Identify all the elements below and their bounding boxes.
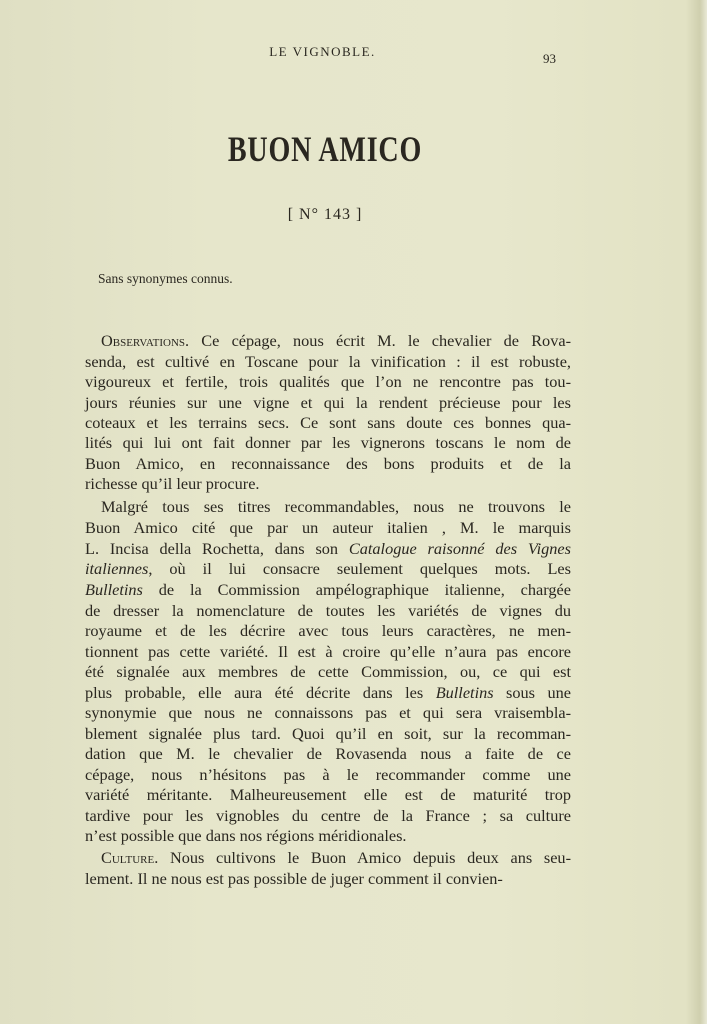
page-title: BUON AMICO bbox=[227, 129, 423, 169]
text-segment: lement. Il ne nous est pas possible de juger comment il convien- bbox=[85, 869, 503, 888]
text-segment: Observations bbox=[101, 331, 186, 350]
text-line bbox=[85, 724, 571, 744]
text-line bbox=[85, 559, 571, 579]
text-segment: de la Commission ampélographique italienne, chargée bbox=[142, 580, 571, 599]
text-line bbox=[101, 497, 571, 517]
text-line bbox=[101, 331, 571, 351]
text-segment: sous une bbox=[493, 683, 571, 702]
text-line bbox=[85, 474, 571, 494]
text-segment: plus probable, elle aura été décrite dans les bbox=[85, 683, 436, 702]
text-segment: tionnent pas cette variété. Il est à croire qu’elle n’aura pas encore bbox=[85, 642, 571, 661]
text-segment: coteaux et les terrains secs. Ce sont sans doute ces bonnes qua- bbox=[85, 413, 571, 432]
text-segment: Culture bbox=[101, 848, 155, 867]
text-segment: . Ce cépage, nous écrit M. le chevalier de Rova- bbox=[185, 331, 571, 350]
running-head: LE VIGNOBLE. bbox=[269, 44, 376, 59]
text-segment: dation que M. le chevalier de Rovasenda nous a faite de ce bbox=[85, 744, 571, 763]
text-segment: , où il lui consacre seulement quelques mots. Les bbox=[148, 559, 571, 578]
text-line bbox=[85, 806, 571, 826]
synonyms-note: Sans synonymes connus. bbox=[98, 271, 233, 286]
text-segment: L. Incisa della Rochetta, dans son bbox=[85, 539, 349, 558]
text-line bbox=[85, 662, 571, 682]
text-line bbox=[85, 703, 571, 723]
text-segment: été signalée aux membres de cette Commission, ou, ce qui est bbox=[85, 662, 571, 681]
text-line bbox=[101, 848, 571, 868]
text-segment: cépage, nous n’hésitons pas à le recommander comme une bbox=[85, 765, 571, 784]
text-segment: synonymie que nous ne connaissons pas et qui sera vraisembla- bbox=[85, 703, 571, 722]
text-segment: lités qui lui ont fait donner par les vignerons toscans le nom de bbox=[85, 433, 571, 452]
text-line bbox=[85, 372, 571, 392]
text-line bbox=[85, 352, 571, 372]
text-segment: richesse qu’il leur procure. bbox=[85, 474, 260, 493]
text-segment: vigoureux et fertile, trois qualités que l’on ne rencontre pas tou- bbox=[85, 372, 571, 391]
text-segment: . Nous cultivons le Buon Amico depuis deux ans seu- bbox=[154, 848, 571, 867]
text-segment: de dresser la nomenclature de toutes les variétés de vignes du bbox=[85, 601, 571, 620]
text-line bbox=[85, 433, 571, 453]
text-line bbox=[85, 580, 571, 600]
text-line bbox=[85, 518, 571, 538]
text-segment: Buon Amico cité que par un auteur italien , M. le marquis bbox=[85, 518, 571, 537]
text-segment: Catalogue raisonné des Vignes bbox=[348, 539, 571, 558]
text-line bbox=[85, 413, 571, 433]
text-line bbox=[85, 683, 571, 703]
text-line bbox=[85, 744, 571, 764]
text-segment: senda, est cultivé en Toscane pour la vinification : il est robuste, bbox=[85, 352, 571, 371]
text-segment: Bulletins bbox=[435, 683, 494, 702]
text-segment: Buon Amico, en reconnaissance des bons produits et de la bbox=[85, 454, 571, 473]
text-line bbox=[85, 642, 571, 662]
text-line bbox=[85, 454, 571, 474]
text-segment: royaume et de les décrire avec tous leurs caractères, ne men- bbox=[85, 621, 571, 640]
entry-number: [ N° 143 ] bbox=[287, 206, 363, 223]
text-segment: n’est possible que dans nos régions méridionales. bbox=[85, 826, 407, 845]
page-number: 93 bbox=[543, 51, 556, 66]
text-segment: jours réunies sur une vigne et qui la rendent précieuse pour les bbox=[85, 393, 571, 412]
text-line bbox=[85, 621, 571, 641]
text-segment: variété méritante. Malheureusement elle est de maturité trop bbox=[85, 785, 571, 804]
text-line bbox=[85, 601, 571, 621]
text-segment: tardive pour les vignobles du centre de la France ; sa culture bbox=[85, 806, 571, 825]
text-line bbox=[85, 826, 571, 846]
text-line bbox=[85, 765, 571, 785]
text-line bbox=[85, 785, 571, 805]
text-segment: Bulletins bbox=[85, 580, 143, 599]
text-line bbox=[85, 393, 571, 413]
text-line bbox=[85, 539, 571, 559]
text-segment: italiennes bbox=[85, 559, 149, 578]
text-segment: Malgré tous ses titres recommandables, nous ne trouvons le bbox=[101, 497, 571, 516]
text-segment: blement signalée plus tard. Quoi qu’il en soit, sur la recomman- bbox=[85, 724, 571, 743]
text-line bbox=[85, 869, 571, 889]
